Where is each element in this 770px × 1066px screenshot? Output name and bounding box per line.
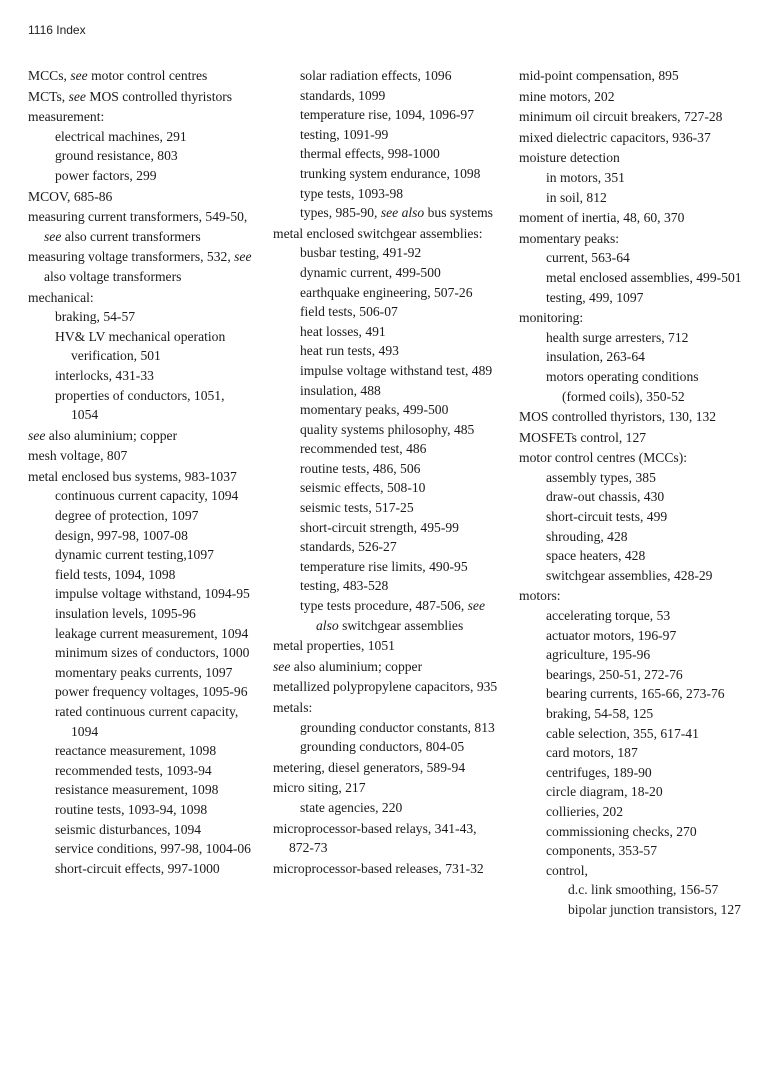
index-subentry: continuous current capacity, 1094 — [55, 488, 239, 504]
index-entry: metal enclosed switchgear assemblies: — [273, 225, 483, 241]
index-subentry: momentary peaks, 499-500 — [300, 402, 449, 418]
index-subentry: shrouding, 428 — [546, 528, 628, 544]
index-entry: measurement: — [28, 109, 105, 125]
index-subentry: minimum sizes of conductors, 1000 — [55, 645, 250, 661]
index-subentry: seismic disturbances, 1094 — [55, 821, 202, 837]
index-subentry: d.c. link smoothing, 156-57 — [568, 882, 719, 898]
index-subentry: braking, 54-58, 125 — [546, 706, 654, 721]
index-entry: mechanical: — [28, 289, 94, 305]
index-subentry: heat losses, 491 — [300, 323, 386, 339]
index-entry: mine motors, 202 — [519, 88, 615, 104]
index-subentry: testing, 483-528 — [300, 578, 389, 594]
index-entry: metals: — [273, 700, 313, 715]
index-entry: MCCs, see motor control centres — [28, 68, 208, 83]
index-subentry: properties of conductors, 1051, 1054 — [55, 387, 225, 423]
index-entry: micro siting, 217 — [273, 780, 366, 796]
index-column-3 — [519, 66, 745, 920]
index-subentry: ground resistance, 803 — [55, 148, 178, 164]
index-subentry: components, 353-57 — [546, 843, 658, 859]
index-subentry: dynamic current testing,1097 — [55, 547, 214, 563]
index-subentry: short-circuit strength, 495-99 — [300, 519, 459, 535]
index-subentry: leakage current measurement, 1094 — [55, 625, 249, 641]
index-entry: metal enclosed bus systems, 983-1037 — [28, 468, 237, 484]
index-entry: mesh voltage, 807 — [28, 448, 128, 464]
index-subentry: solar radiation effects, 1096 — [300, 68, 452, 83]
index-subentry: accelerating torque, 53 — [546, 608, 671, 624]
index-subentry: current, 563-64 — [546, 250, 630, 266]
index-subentry: circle diagram, 18-20 — [546, 784, 663, 800]
index-subentry: dynamic current, 499-500 — [300, 264, 441, 280]
index-subentry: braking, 54-57 — [55, 309, 136, 325]
index-subentry: grounding conductors, 804-05 — [300, 739, 465, 755]
index-entry: MCOV, 685-86 — [28, 188, 113, 204]
index-subentry: thermal effects, 998-1000 — [300, 146, 440, 162]
index-subentry: collieries, 202 — [546, 803, 624, 819]
index-subentry: momentary peaks currents, 1097 — [55, 664, 233, 680]
index-subentry: standards, 526-27 — [300, 539, 397, 555]
index-subentry: heat run tests, 493 — [300, 343, 399, 359]
index-subentry: short-circuit tests, 499 — [546, 509, 668, 525]
index-column-2 — [273, 66, 499, 878]
index-column-1 — [28, 66, 254, 878]
index-subentry: commissioning checks, 270 — [546, 823, 697, 839]
index-entry: momentary peaks: — [519, 230, 620, 246]
index-subentry: types, 985-90, see also bus systems — [300, 205, 493, 221]
index-subentry: space heaters, 428 — [546, 548, 646, 564]
index-subentry: type tests, 1093-98 — [300, 185, 404, 201]
index-subentry: impulse voltage withstand, 1094-95 — [55, 586, 250, 602]
page-header: 1116 Index — [28, 23, 86, 37]
index-entry: measuring voltage transformers, 532, see also voltage transformers — [28, 249, 252, 284]
index-subentry: standards, 1099 — [300, 87, 386, 103]
index-subentry: type tests procedure, 487-506, see also switchgear assemblies — [300, 598, 485, 633]
index-subentry: rated continuous current capacity, 1094 — [55, 704, 239, 739]
index-subentry: routine tests, 486, 506 — [300, 460, 421, 476]
index-subentry: field tests, 506-07 — [300, 304, 398, 320]
index-subentry: impulse voltage withstand test, 489 — [300, 362, 493, 378]
index-subentry: interlocks, 431-33 — [55, 367, 154, 383]
index-entry: MCTs, see MOS controlled thyristors — [28, 88, 233, 104]
index-subentry: earthquake engineering, 507-26 — [300, 284, 473, 300]
index-subentry: seismic effects, 508-10 — [300, 480, 426, 496]
index-subentry: agriculture, 195-96 — [546, 647, 651, 663]
index-entry: minimum oil circuit breakers, 727-28 — [519, 109, 723, 125]
index-entry: motors: — [519, 588, 561, 604]
index-entry: metallized polypropylene capacitors, 935 — [273, 679, 498, 695]
index-subentry: in soil, 812 — [546, 189, 607, 205]
index-subentry: temperature rise limits, 490-95 — [300, 558, 468, 574]
index-subentry: busbar testing, 491-92 — [300, 245, 422, 261]
index-subentry: reactance measurement, 1098 — [55, 743, 217, 759]
index-entry: see also aluminium; copper — [28, 427, 178, 443]
index-entry: microprocessor-based releases, 731-32 — [273, 860, 484, 876]
index-subentry: bipolar junction transistors, 127 — [568, 901, 741, 917]
index-subentry: metal enclosed assemblies, 499-501 — [546, 269, 742, 285]
index-subentry: grounding conductor constants, 813 — [300, 719, 495, 735]
index-entry: metering, diesel generators, 589-94 — [273, 759, 466, 775]
index-subentry: short-circuit effects, 997-1000 — [55, 860, 220, 876]
index-entry: MOS controlled thyristors, 130, 132 — [519, 409, 717, 425]
index-subentry: testing, 1091-99 — [300, 126, 389, 142]
index-subentry: testing, 499, 1097 — [546, 289, 644, 305]
index-entry: mixed dielectric capacitors, 936-37 — [519, 129, 711, 145]
index-subentry: trunking system endurance, 1098 — [300, 165, 481, 181]
index-subentry: service conditions, 997-98, 1004-06 — [55, 841, 251, 857]
index-entry: MOSFETs control, 127 — [519, 429, 647, 445]
index-subentry: power frequency voltages, 1095-96 — [55, 684, 248, 700]
index-subentry: resistance measurement, 1098 — [55, 782, 219, 798]
index-entry: moment of inertia, 48, 60, 370 — [519, 210, 685, 226]
index-subentry: centrifuges, 189-90 — [546, 764, 652, 780]
index-subentry: recommended test, 486 — [300, 441, 427, 457]
index-subentry: motors operating conditions (formed coils), 350-52 — [546, 368, 699, 404]
index-subentry: insulation levels, 1095-96 — [55, 606, 196, 622]
index-subentry: draw-out chassis, 430 — [546, 489, 665, 505]
index-subentry: cable selection, 355, 617-41 — [546, 725, 699, 741]
index-entry: mid-point compensation, 895 — [519, 68, 679, 83]
index-subentry: routine tests, 1093-94, 1098 — [55, 801, 208, 817]
index-subentry: insulation, 263-64 — [546, 349, 645, 365]
index-entry: motor control centres (MCCs): — [519, 450, 688, 466]
index-subentry: bearings, 250-51, 272-76 — [546, 666, 683, 682]
index-subentry: degree of protection, 1097 — [55, 508, 199, 524]
index-subentry: electrical machines, 291 — [55, 128, 187, 144]
index-entry: see also aluminium; copper — [273, 658, 423, 674]
index-entry: measuring current transformers, 549-50, see also current transformers — [28, 209, 248, 244]
index-subentry: bearing currents, 165-66, 273-76 — [546, 686, 725, 702]
index-subentry: control, — [546, 862, 588, 878]
index-subentry: insulation, 488 — [300, 382, 381, 398]
index-subentry: actuator motors, 196-97 — [546, 627, 677, 643]
index-subentry: state agencies, 220 — [300, 799, 403, 815]
index-subentry: design, 997-98, 1007-08 — [55, 527, 188, 543]
index-subentry: recommended tests, 1093-94 — [55, 762, 212, 778]
index-entry: microprocessor-based relays, 341-43, 872-73 — [273, 820, 477, 856]
index-entry: metal properties, 1051 — [273, 638, 395, 654]
index-subentry: card motors, 187 — [546, 745, 638, 761]
index-subentry: temperature rise, 1094, 1096-97 — [300, 107, 475, 123]
index-subentry: HV& LV mechanical operation verification, 501 — [55, 328, 226, 364]
index-entry: monitoring: — [519, 310, 584, 326]
index-subentry: assembly types, 385 — [546, 469, 656, 485]
index-subentry: quality systems philosophy, 485 — [300, 421, 475, 437]
index-subentry: in motors, 351 — [546, 169, 625, 185]
index-subentry: switchgear assemblies, 428-29 — [546, 567, 713, 583]
index-subentry: field tests, 1094, 1098 — [55, 566, 176, 582]
index-subentry: health surge arresters, 712 — [546, 329, 689, 345]
index-subentry: seismic tests, 517-25 — [300, 500, 414, 516]
index-subentry: power factors, 299 — [55, 167, 157, 183]
index-entry: moisture detection — [519, 150, 620, 166]
